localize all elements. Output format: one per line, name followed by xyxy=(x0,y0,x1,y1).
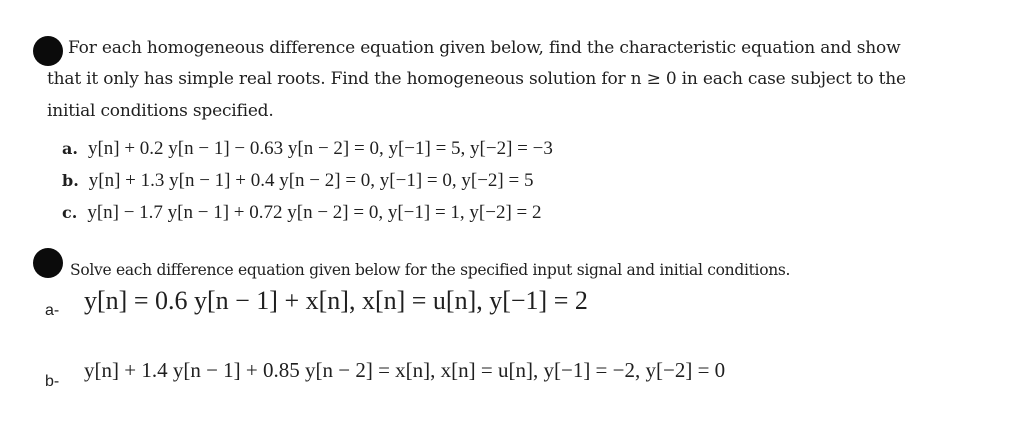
bullet-icon xyxy=(33,36,63,66)
bullet-icon xyxy=(33,248,63,278)
item-label: b. xyxy=(62,171,79,190)
section2-intro: Solve each difference equation given below for the specified input signal and initial conditions. xyxy=(70,261,791,279)
section1-item-c xyxy=(62,202,542,224)
item-label: c. xyxy=(62,203,78,222)
section2-item-a-equation: y[n] = 0.6 y[n − 1] + x[n], x[n] = u[n], y[−1] = 2 xyxy=(84,286,588,315)
item-equation: y[n] + 1.3 y[n − 1] + 0.4 y[n − 2] = 0, y[−1] = 0, y[−2] = 5 xyxy=(88,170,534,191)
item-equation: y[n] − 1.7 y[n − 1] + 0.72 y[n − 2] = 0, y[−1] = 1, y[−2] = 2 xyxy=(87,202,542,223)
section1-intro-line3: initial conditions specified. xyxy=(47,101,274,121)
section1-item-a xyxy=(62,138,553,160)
item-equation: y[n] + 0.2 y[n − 1] − 0.63 y[n − 2] = 0, y[−1] = 5, y[−2] = −3 xyxy=(87,138,553,159)
item-label: a. xyxy=(62,139,78,158)
section1-intro-line2: that it only has simple real roots. Find the homogeneous solution for n ≥ 0 in each case subject to the xyxy=(47,69,906,89)
section1-item-b xyxy=(62,170,533,192)
section2-item-b-equation: y[n] + 1.4 y[n − 1] + 0.85 y[n − 2] = x[n], x[n] = u[n], y[−1] = −2, y[−2] = 0 xyxy=(84,358,726,382)
section2-item-a-label: a- xyxy=(45,302,60,319)
section2-item-b-label: b- xyxy=(45,373,60,390)
section1-intro-line1: For each homogeneous difference equation given below, find the characteristic equation and show xyxy=(68,38,901,58)
